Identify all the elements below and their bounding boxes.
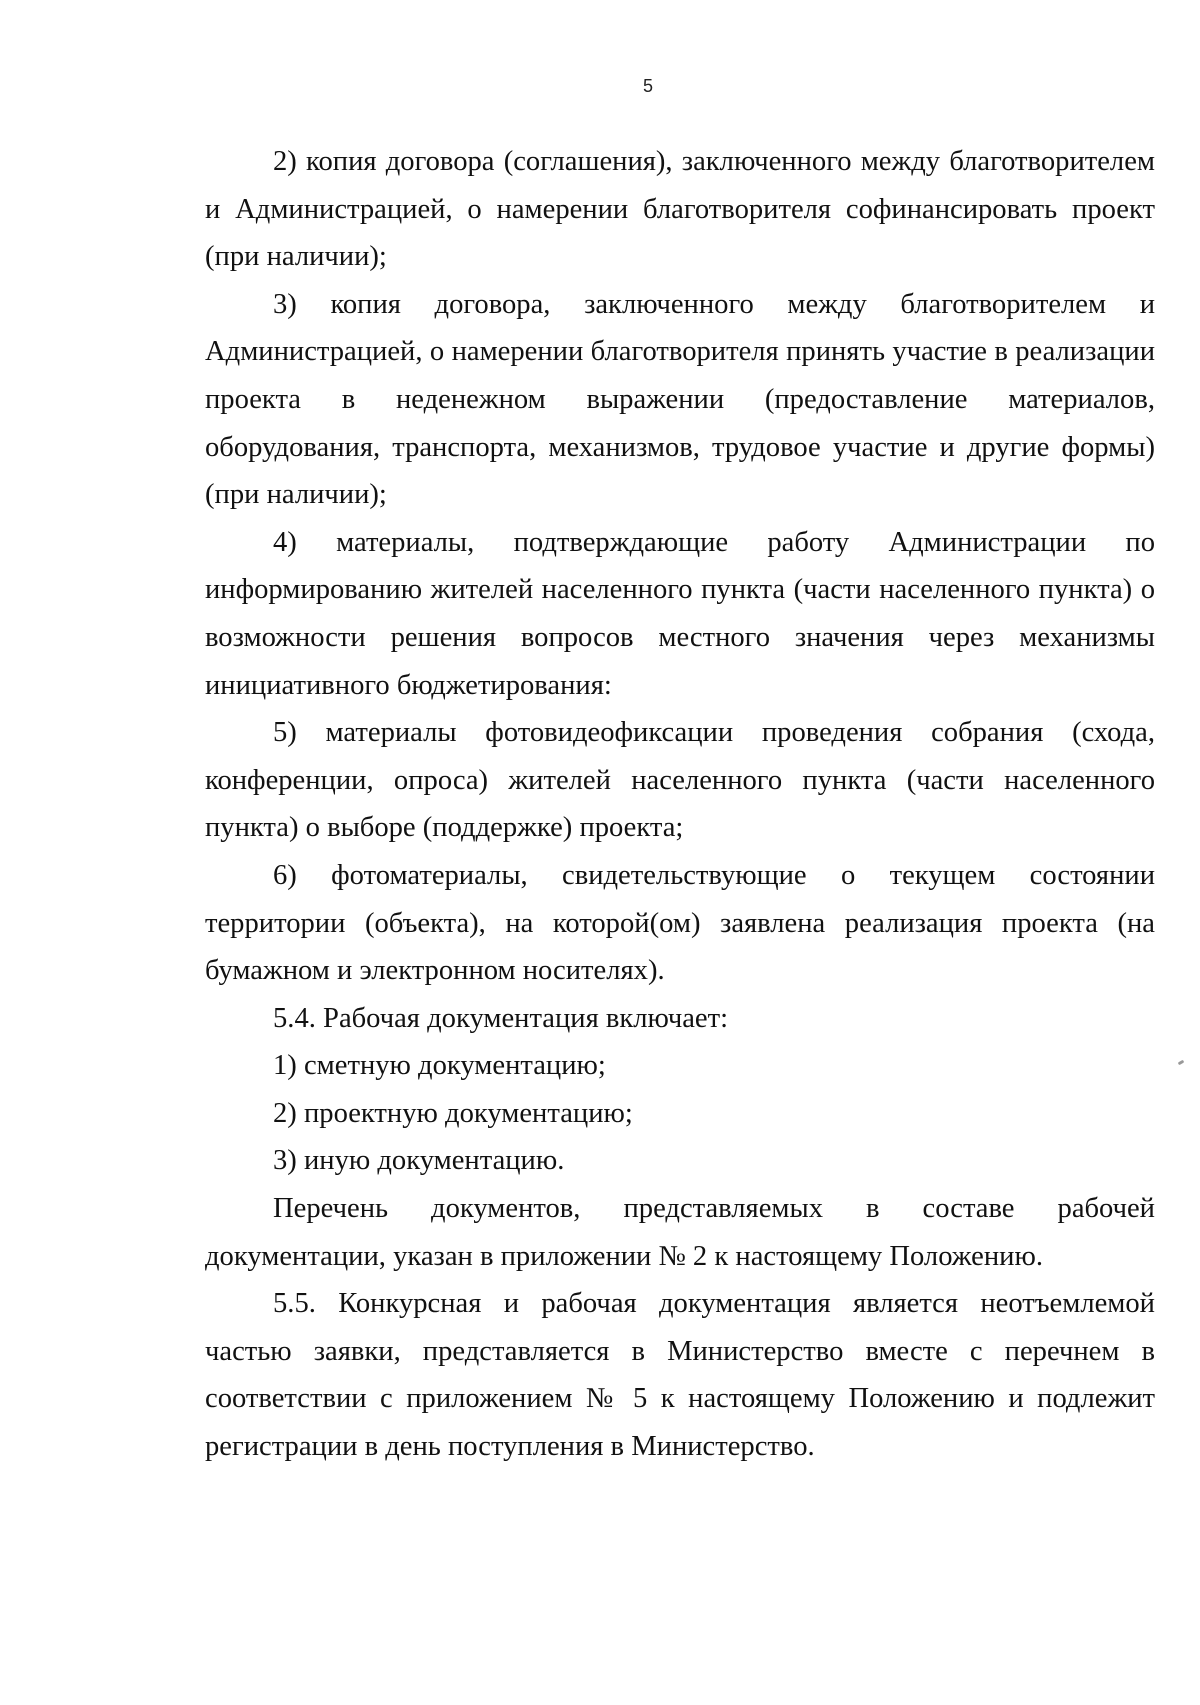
list-item-estimate-docs: 1) сметную документацию; [273,1050,606,1082]
paragraph-item-5: 5) материалы фотовидеофиксации проведения собрания (схода, конференции, опроса) жителей населенного пункта (части населенного пункта) о выборе (поддержке) проекта; [205,717,1155,844]
scan-artifact-mark [1178,1060,1185,1066]
page-number: 5 [642,76,653,96]
documents-list-note: Перечень документов, представляемых в составе рабочей документации, указан в приложении № 2 к настоящему Положению. [205,1193,1155,1272]
section-5-5-paragraph: 5.5. Конкурсная и рабочая документация является неотъемлемой частью заявки, представляется в Министерство вместе с перечнем в соответствии с приложением № 5 к настоящему Положению и подлежит регистрации в день поступления в Министерство. [205,1288,1155,1463]
paragraph-item-3: 3) копия договора, заключенного между благотворителем и Администрацией, о намерении благотворителя принять участие в реализации проекта в неденежном выражении (предоставление материалов, оборудования, транспорта, механизмов, трудовое участие и другие формы) (при наличии); [205,288,1155,511]
list-item-other-docs: 3) иную документацию. [273,1145,565,1177]
list-item-design-docs: 2) проектную документацию; [273,1097,633,1129]
document-body [205,138,1155,1471]
paragraph-item-2: 2) копия договора (соглашения), заключенного между благотворителем и Администрацией, о намерении благотворителя софинансировать проект (при наличии); [205,146,1155,273]
section-5-4-heading: 5.4. Рабочая документация включает: [273,1002,729,1034]
paragraph-item-4: 4) материалы, подтверждающие работу Администрации по информированию жителей населенного пункта (части населенного пункта) о возможности решения вопросов местного значения через механизмы инициативного бюджетирования: [205,526,1155,701]
paragraph-item-6: 6) фотоматериалы, свидетельствующие о текущем состоянии территории (объекта), на которой(ом) заявлена реализация проекта (на бумажном и электронном носителях). [205,859,1155,987]
